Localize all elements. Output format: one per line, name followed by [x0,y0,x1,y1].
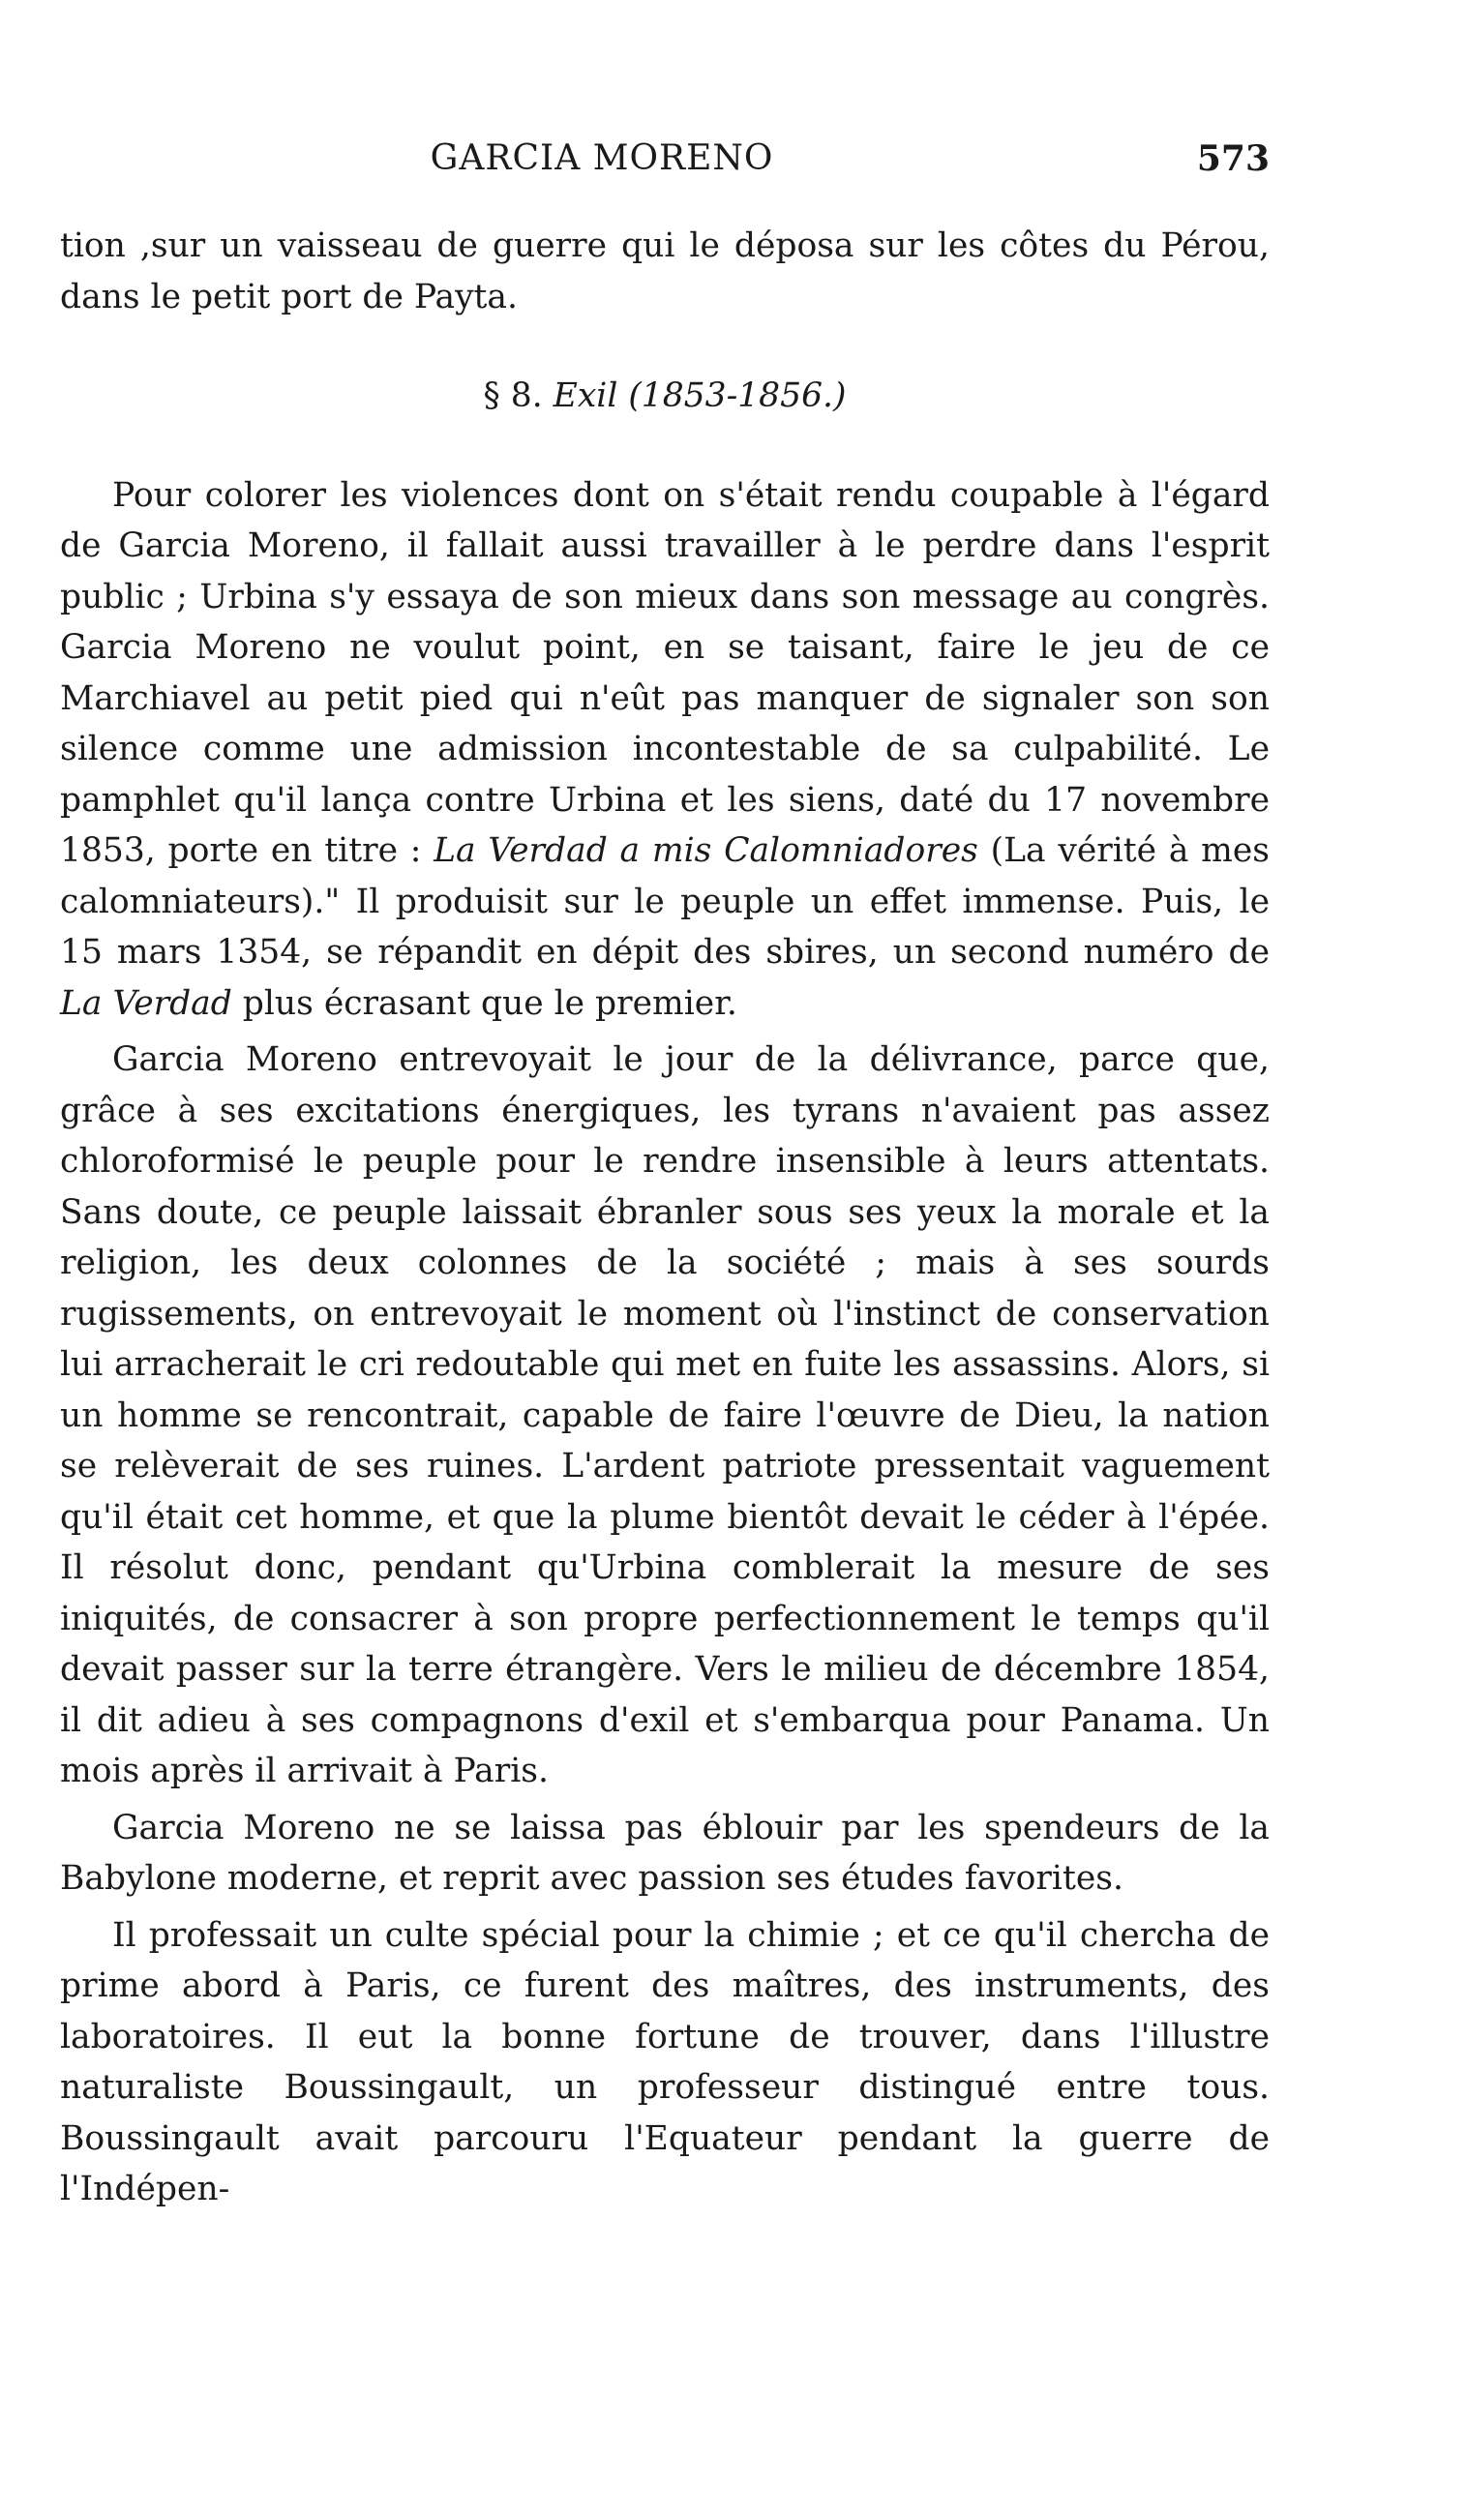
running-title: GARCIA MORENO [430,138,774,178]
paragraph-1 [60,470,1270,1030]
running-head [60,138,1270,189]
paragraph-4: Il professait un culte spécial pour la chimie ; et ce qu'il chercha de prime abord à Paris, ce furent des maîtres, des instruments, des laboratoires. Il eut la bonne fortune de trouver, dans l'illustre naturaliste Boussingault, un professeur distingué entre tous. Boussingault avait parcouru l'Equateur pendant la guerre de l'Indépen- [60,1915,1270,2208]
pamphlet-title: La Verdad a mis Calomniadores [434,831,978,870]
paragraph-3: Garcia Moreno ne se laissa pas éblouir par les spendeurs de la Babylone moderne, et reprit avec passion ses études favorites. [60,1808,1270,1898]
section-title: Exil (1853-1856.) [553,376,847,415]
page-number: 573 [1196,138,1270,179]
paragraph-2: Garcia Moreno entrevoyait le jour de la délivrance, parce que, grâce à ses excitations énergiques, les tyrans n'avaient pas assez chloroformisé le peuple pour le rendre insensible à leurs attentats. Sans doute, ce peuple laissait ébranler sous ses yeux la morale et la religion, les deux colonnes de la société ; mais à ses sourds rugissements, on entrevoyait le moment où l'instinct de conservation lui arracherait le cri redoutable qui met en fuite les assassins. Alors, si un homme se rencontrait, capable de faire l'œuvre de Dieu, la nation se relèverait de ses ruines. L'ardent patriote pressentait vaguement qu'il était cet homme, et que la plume bientôt devait le céder à l'épée. Il résolut donc, pendant qu'Urbina comblerait la mesure de ses iniquités, de consacrer à son propre perfectionnement le temps qu'il devait passer sur la terre étrangère. Vers le milieu de décembre 1854, il dit adieu à ses compagnons d'exil et s'embarqua pour Panama. Un mois après il arrivait à Paris. [60,1040,1270,1790]
paragraph-1-part-e: plus écrasant que le premier. [231,983,737,1023]
book-page [60,0,1270,2520]
pamphlet-title-short: La Verdad [60,983,232,1023]
body-text [60,221,1270,2215]
paragraph-continuation: tion ,sur un vaisseau de guerre qui le déposa sur les côtes du Pérou, dans le petit port de Payta. [60,226,1270,316]
paragraph-1-part-a: Pour colorer les violences dont on s'était rendu coupable à l'égard de Garcia Moreno, il fallait aussi travailler à le perdre dans l'esprit public ; Urbina s'y essaya de son mieux dans son message au congrès. Garcia Moreno ne voulut point, en se taisant, faire le jeu de ce Marchiavel au petit pied qui n'eût pas manquer de signaler son son silence comme une admission incontestable de sa culpabilité. Le pamphlet qu'il lança contre Urbina et les siens, daté du 17 novembre 1853, porte en titre : [60,475,1270,870]
paragraph-1-part-c: (La vérité à mes calomniateurs)." Il produisit sur le peuple un effet immense. Puis, le 15 mars 1354, se répandit en dépit des sbires, un second numéro de [60,831,1270,972]
section-number: § 8. [483,376,543,415]
section-heading [60,371,1270,422]
